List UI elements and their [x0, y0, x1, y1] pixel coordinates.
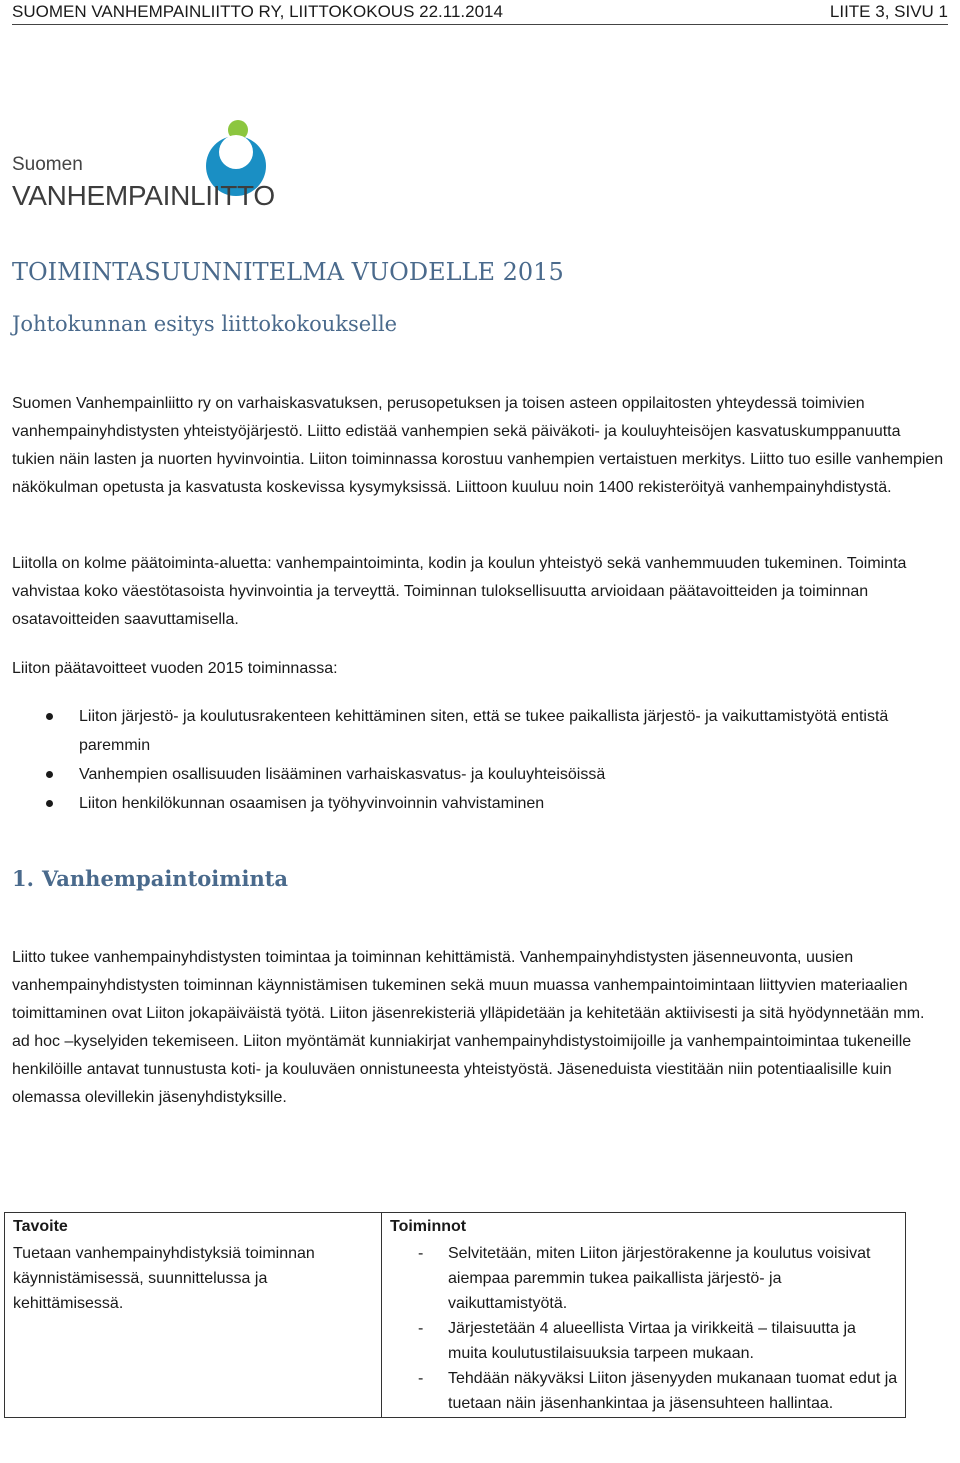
- section-number: 1.: [12, 866, 34, 891]
- actions-list: [390, 1241, 899, 1416]
- plan-table: [4, 1212, 906, 1418]
- list-item: - Järjestetään 4 alueellista Virtaa ja virikkeitä – tilaisuutta ja muita koulutustilaisuuksia tarpeen mukaan.: [418, 1320, 856, 1362]
- intro-paragraph-1: Suomen Vanhempainliitto ry on varhaiskasvatuksen, perusopetuksen ja toisen asteen oppilaitosten yhteydessä toimivien vanhempainyhdistysten yhteistyöjärjestö. Liitto edistää vanhempien sekä päiväkoti- ja kouluyhteisöjen kasvatuskumppanuutta tukien näin lasten ja nuorten hyvinvointia. Liiton toiminnassa korostuu vanhempien vertaistuen merkitys. Liitto tuo esille vanhempien näkökulman opetusta ja kasvatusta koskevissa kysymyksissä. Liittoon kuuluu noin 1400 rekisteröityä vanhempainyhdistystä.: [12, 395, 944, 496]
- table-cell-actions: [382, 1240, 906, 1418]
- section-heading: [12, 866, 288, 891]
- table-header-actions: Toiminnot: [382, 1213, 906, 1241]
- list-item: - Selvitetään, miten Liiton järjestörakenne ja koulutus voisivat aiempaa paremmin tukea paikallista järjestö- ja vaikuttamistyötä.: [418, 1245, 871, 1312]
- logo-line2: VANHEMPAINLIITTO: [12, 180, 275, 211]
- list-item: - Tehdään näkyväksi Liiton jäsenyyden mukanaan tuomat edut ja tuetaan näin jäsenhankintaa ja jäsensuhteen hallintaa.: [418, 1370, 898, 1412]
- intro-paragraph-2: Liitolla on kolme päätoiminta-aluetta: vanhempaintoiminta, kodin ja koulun yhteistyö sekä vanhemmuuden tukeminen. Toiminta vahvistaa koko väestötasoista hyvinvointia ja terveyttä. Toiminnan tuloksellisuutta arvioidaan päätavoitteiden ja toiminnan osatavoitteiden saavuttamisella.: [12, 555, 907, 628]
- section-paragraph: Liitto tukee vanhempainyhdistysten toimintaa ja toiminnan kehittämistä. Vanhempainyhdistysten jäsenneuvonta, uusien vanhempainyhdistysten toiminnan käynnistämisen tukeminen sekä muun muassa vanhempaintoimintaan liittyvien materiaalien toimittaminen ovat Liiton jokapäiväistä työtä. Liiton jäsenrekisteriä ylläpidetään ja kehitetään aktiivisesti ja sitä hyödynnetään mm. ad hoc –kyselyiden tekemiseen. Liiton myöntämät kunniakirjat vanhempainyhdistystoimijoille ja vanhempaintoimintaa tukeneille henkilöille antavat tunnustusta koti- ja kouluväen onnistuneesta yhteistyöstä. Jäseneduista viestitään niin potentiaalisille kuin olemassa olevillekin jäsenyhdistyksille.: [12, 949, 925, 1106]
- header-left: SUOMEN VANHEMPAINLIITTO RY, LIITTOKOKOUS 22.11.2014: [12, 2, 503, 21]
- list-item: Liiton henkilökunnan osaamisen ja työhyvinvoinnin vahvistaminen: [12, 789, 946, 818]
- table-cell-goal: Tuetaan vanhempainyhdistyksiä toiminnan käynnistämisessä, suunnittelussa ja kehittämisessä.: [5, 1240, 382, 1418]
- page-header: [12, 0, 948, 24]
- goals-intro: Liiton päätavoitteet vuoden 2015 toiminnassa:: [12, 660, 338, 677]
- bullet-icon: [46, 800, 53, 807]
- document-title: TOIMINTASUUNNITELMA VUODELLE 2015: [12, 258, 564, 286]
- bullet-icon: [46, 771, 53, 778]
- logo-line1: Suomen: [12, 154, 83, 175]
- document-subtitle: Johtokunnan esitys liittokokoukselle: [12, 312, 398, 336]
- list-item: Vanhempien osallisuuden lisääminen varhaiskasvatus- ja kouluyhteisöissä: [12, 760, 946, 789]
- table-row: [5, 1240, 906, 1418]
- header-right: LIITE 3, SIVU 1: [829, 2, 948, 21]
- logo: [12, 118, 275, 212]
- header-rule: [12, 24, 948, 25]
- table-header-goal: Tavoite: [5, 1213, 382, 1241]
- goals-list: [12, 702, 946, 818]
- section-title: Vanhempaintoiminta: [41, 866, 289, 891]
- bullet-icon: [46, 713, 53, 720]
- list-item: Liiton järjestö- ja koulutusrakenteen kehittäminen siten, että se tukee paikallista järjestö- ja vaikuttamistyötä entistä paremmin: [12, 702, 946, 760]
